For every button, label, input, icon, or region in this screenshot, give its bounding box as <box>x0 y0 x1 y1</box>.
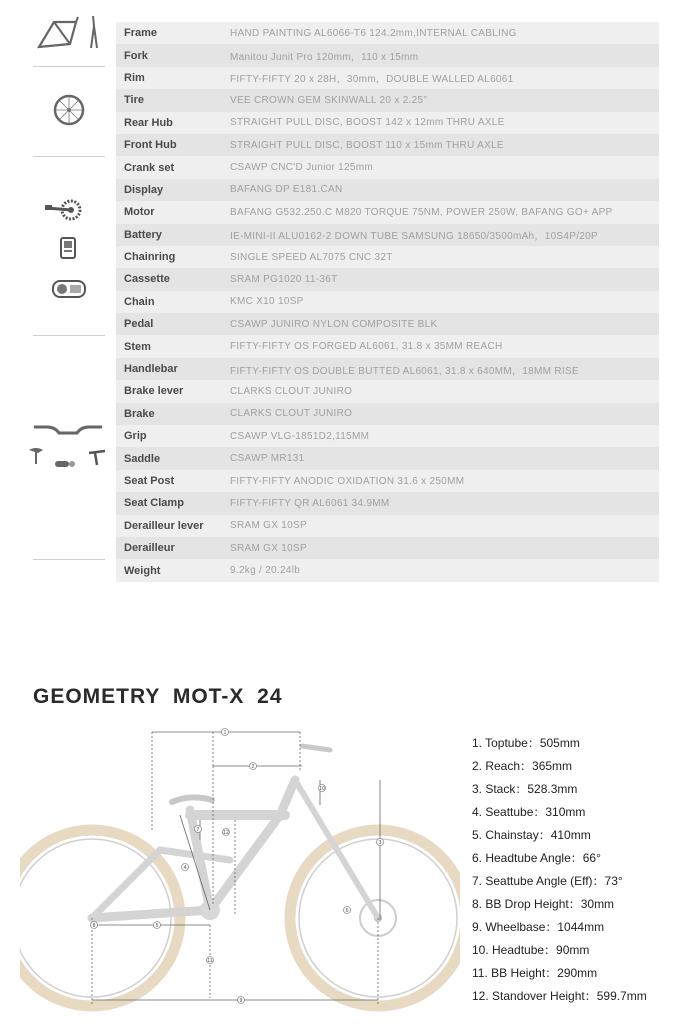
spec-row <box>116 358 659 380</box>
svg-text:1: 1 <box>223 730 227 736</box>
geometry-item: 12. Standover Height：599.7mm <box>472 989 647 1003</box>
spec-value: VEE CROWN GEM SKINWALL 20 x 2.25" <box>230 94 428 106</box>
spec-label: Saddle <box>124 452 161 465</box>
spec-row <box>116 134 659 156</box>
spec-row <box>116 224 659 246</box>
svg-text:4: 4 <box>183 865 187 871</box>
svg-text:9: 9 <box>239 998 243 1004</box>
spec-label: Rear Hub <box>124 116 173 129</box>
geometry-item: 7. Seattube Angle (Eff)：73° <box>472 874 623 888</box>
spec-row <box>116 492 659 514</box>
spec-row <box>116 515 659 537</box>
lever-icon <box>87 449 107 472</box>
spec-label: Seat Clamp <box>124 497 184 510</box>
spec-row <box>116 22 659 44</box>
spec-label: Crank set <box>124 161 175 174</box>
grip-icon <box>54 456 76 474</box>
marker-2 <box>250 763 257 771</box>
spec-value: CLARKS CLOUT JUNIRO <box>230 385 353 397</box>
svg-text:2: 2 <box>251 764 255 770</box>
bike-geometry-diagram <box>20 720 460 1020</box>
spec-label: Display <box>124 183 164 196</box>
marker-9 <box>238 997 245 1005</box>
spec-value: BAFANG DP E181.CAN <box>230 184 343 196</box>
spec-row <box>116 44 659 66</box>
marker-3 <box>377 839 384 847</box>
spec-label: Chain <box>124 295 155 308</box>
svg-text:5: 5 <box>155 923 159 929</box>
spec-value: FIFTY-FIFTY ANODIC OXIDATION 31.6 x 250MM <box>230 475 465 487</box>
marker-6 <box>344 907 351 915</box>
spec-label: Tire <box>124 94 144 107</box>
spec-row <box>116 246 659 268</box>
spec-row <box>116 559 659 581</box>
svg-text:6: 6 <box>345 908 349 914</box>
saddle-icon <box>28 446 44 471</box>
spec-label: Brake <box>124 407 155 420</box>
handlebar-icon <box>33 423 103 442</box>
divider <box>33 335 105 336</box>
spec-row <box>116 156 659 178</box>
marker-5 <box>154 922 161 930</box>
spec-value: IE-MINI-II ALU0162-2 DOWN TUBE SAMSUNG 18650/3500mAh，10S4P/20P <box>230 231 599 243</box>
spec-value: FIFTY-FIFTY QR AL6061 34.9MM <box>230 497 390 509</box>
spec-row <box>116 403 659 425</box>
spec-value: FIFTY-FIFTY OS FORGED AL6061, 31.8 x 35MM REACH <box>230 341 503 353</box>
spec-value: HAND PAINTING AL6066-T6 124.2mm,INTERNAL CABLING <box>230 27 517 39</box>
geometry-item: 11. BB Height：290mm <box>472 966 598 980</box>
spec-label: Front Hub <box>124 139 177 152</box>
geometry-item: 5. Chainstay：410mm <box>472 828 591 842</box>
svg-text:12: 12 <box>223 830 229 836</box>
spec-row <box>116 201 659 223</box>
spec-label: Grip <box>124 430 147 443</box>
geometry-item: 3. Stack：528.3mm <box>472 782 578 796</box>
spec-label: Rim <box>124 71 145 84</box>
marker-11 <box>207 957 214 965</box>
spec-label: Weight <box>124 564 161 577</box>
geometry-item: 8. BB Drop Height：30mm <box>472 897 615 911</box>
spec-value: CLARKS CLOUT JUNIRO <box>230 408 353 420</box>
spec-value: Manitou Junit Pro 120mm，110 x 15mm <box>230 52 419 64</box>
spec-row <box>116 112 659 134</box>
spec-value: STRAIGHT PULL DISC, BOOST 142 x 12mm THRU AXLE <box>230 117 505 129</box>
spec-row <box>116 67 659 89</box>
geometry-item: 1. Toptube：505mm <box>472 736 580 750</box>
spec-label: Frame <box>124 27 158 40</box>
geometry-item: 2. Reach：365mm <box>472 759 573 773</box>
geometry-item: 6. Headtube Angle：66° <box>472 851 601 865</box>
spec-label: Stem <box>124 340 151 353</box>
svg-text:10: 10 <box>319 786 325 792</box>
spec-label: Battery <box>124 228 162 241</box>
spec-label: Pedal <box>124 318 154 331</box>
frame-fork-icon <box>36 14 102 55</box>
svg-text:7: 7 <box>196 827 200 833</box>
spec-value: CSAWP MR131 <box>230 453 305 465</box>
spec-label: Chainring <box>124 251 176 264</box>
spec-label: Handlebar <box>124 363 178 376</box>
spec-row <box>116 470 659 492</box>
spec-value: SRAM GX 10SP <box>230 542 307 554</box>
marker-8 <box>91 922 98 930</box>
spec-value: SINGLE SPEED AL7075 CNC 32T <box>230 251 393 263</box>
svg-text:8: 8 <box>92 923 96 929</box>
spec-label: Derailleur <box>124 542 175 555</box>
geometry-item: 9. Wheelbase：1044mm <box>472 920 605 934</box>
svg-text:3: 3 <box>378 840 382 846</box>
spec-row <box>116 380 659 402</box>
spec-value: CSAWP VLG-1851D2,115MM <box>230 430 370 442</box>
geometry-title: GEOMETRY MOT-X 24 <box>33 685 283 708</box>
spec-value: BAFANG G532.250.C M820 TORQUE 75NM, POWER 250W, BAFANG GO+ APP <box>230 206 613 218</box>
marker-12 <box>223 829 230 837</box>
spec-row <box>116 335 659 357</box>
marker-1 <box>222 729 229 737</box>
display-icon <box>59 236 77 267</box>
marker-10 <box>319 785 326 793</box>
marker-7 <box>195 826 202 834</box>
spec-value: CSAWP CNC'D Junior 125mm <box>230 162 374 174</box>
spec-row <box>116 425 659 447</box>
spec-row <box>116 268 659 290</box>
spec-value: SRAM GX 10SP <box>230 520 307 532</box>
spec-row <box>116 447 659 469</box>
spec-value: SRAM PG1020 11-36T <box>230 273 338 285</box>
spec-row <box>116 537 659 559</box>
spec-label: Brake lever <box>124 385 184 398</box>
crankset-icon <box>45 198 85 227</box>
spec-value: KMC X10 10SP <box>230 296 304 308</box>
spec-label: Cassette <box>124 273 170 286</box>
spec-row <box>116 89 659 111</box>
spec-row <box>116 313 659 335</box>
spec-value: FIFTY-FIFTY OS DOUBLE BUTTED AL6061, 31.8 x 640MM，18MM RISE <box>230 365 579 377</box>
divider <box>33 559 105 560</box>
geometry-item: 4. Seattube：310mm <box>472 805 586 819</box>
geometry-item: 10. Headtube：90mm <box>472 943 590 957</box>
spec-table <box>116 22 659 582</box>
geometry-list <box>472 732 647 1008</box>
spec-value: 9.2kg / 20.24lb <box>230 565 301 577</box>
spec-value: STRAIGHT PULL DISC, BOOST 110 x 15mm THRU AXLE <box>230 139 504 151</box>
spec-label: Fork <box>124 49 148 62</box>
spec-row <box>116 179 659 201</box>
spec-label: Seat Post <box>124 475 175 487</box>
divider <box>33 66 105 67</box>
spec-value: FIFTY-FIFTY 20 x 28H，30mm，DOUBLE WALLED AL6061 <box>230 74 514 86</box>
spec-row <box>116 291 659 313</box>
motor-icon <box>51 278 87 305</box>
marker-4 <box>182 864 189 872</box>
svg-text:11: 11 <box>207 958 213 964</box>
wheel-icon <box>53 94 85 131</box>
spec-label: Derailleur lever <box>124 519 204 532</box>
divider <box>33 156 105 157</box>
spec-label: Motor <box>124 206 155 219</box>
spec-value: CSAWP JUNIRO NYLON COMPOSITE BLK <box>230 318 438 330</box>
